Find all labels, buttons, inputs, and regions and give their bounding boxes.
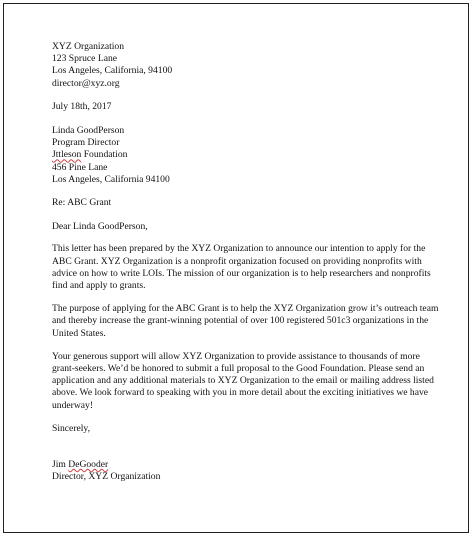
recipient-org-word: Jttleson bbox=[52, 149, 82, 161]
spacer bbox=[52, 90, 442, 101]
recipient-organization bbox=[52, 149, 442, 161]
sender-address bbox=[52, 41, 442, 90]
recipient-title: Program Director bbox=[52, 137, 120, 149]
spacer bbox=[52, 186, 442, 197]
subject-line: Re: ABC Grant bbox=[52, 197, 112, 209]
spacer bbox=[52, 233, 442, 243]
sender-city: Los Angeles, California, 94100 bbox=[52, 65, 173, 77]
body-paragraph-3: Your generous support will allow XYZ Organization to provide assistance to thousands of more grant-seekers. We’d be honored to submit a full proposal to the Good Foundation. Please send an application and any additional materials to XYZ Organization to the email or mailing address listed above. We look forward to speaking with you in more detail about the exciting initiatives we have underway! bbox=[52, 350, 434, 411]
letter-content bbox=[52, 41, 442, 483]
spacer bbox=[52, 435, 442, 459]
body-paragraph-2: The purpose of applying for the ABC Grant is to help the XYZ Organization grow it’s outreach team and thereby increase the grant-winning potential of over 100 registered 501c3 organizations in the United States. bbox=[52, 303, 439, 339]
recipient-org-rest: Foundation bbox=[81, 149, 128, 161]
sender-name: XYZ Organization bbox=[52, 41, 125, 52]
letter-date: July 18th, 2017 bbox=[52, 100, 112, 112]
signature-last-name: DeGooder bbox=[68, 459, 109, 471]
spacer bbox=[52, 209, 442, 221]
spacer bbox=[52, 340, 442, 351]
signature-name bbox=[52, 459, 442, 471]
spacer bbox=[52, 113, 442, 125]
signature-block bbox=[52, 459, 442, 483]
salutation: Dear Linda GoodPerson, bbox=[52, 221, 148, 233]
signature-first-name: Jim bbox=[52, 459, 69, 471]
recipient-street: 456 Pine Lane bbox=[52, 161, 108, 173]
body-paragraph-1: This letter has been prepared by the XYZ Organization to announce our intention to apply for the ABC Grant. XYZ Organization is a nonprofit organization focused on providing nonprofits with advice on how to write LOIs. The mission of our organization is to help researchers and nonprofits find and apply to grants. bbox=[52, 243, 431, 292]
letter-page bbox=[3, 3, 469, 533]
sender-street: 123 Spruce Lane bbox=[52, 53, 118, 65]
signature-title: Director, XYZ Organization bbox=[52, 471, 161, 483]
recipient-name: Linda GoodPerson bbox=[52, 125, 125, 137]
recipient-city: Los Angeles, California 94100 bbox=[52, 173, 170, 185]
spacer bbox=[52, 292, 442, 303]
spacer bbox=[52, 412, 442, 423]
closing: Sincerely, bbox=[52, 422, 91, 434]
sender-email: director@xyz.org bbox=[52, 77, 120, 89]
recipient-address bbox=[52, 125, 442, 186]
